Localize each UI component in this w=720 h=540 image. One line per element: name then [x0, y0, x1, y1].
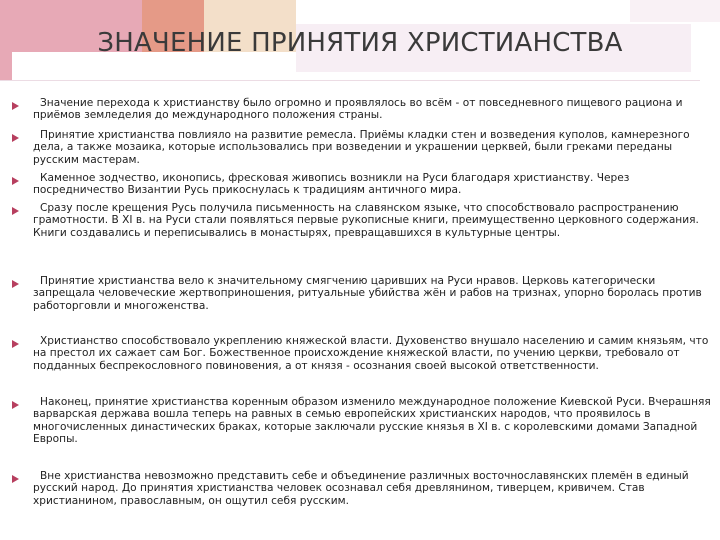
- title-underline: [0, 80, 700, 81]
- triangle-right-icon: [12, 340, 19, 348]
- paragraph-text: Наконец, принятие христианства коренным образом изменило международное положение Киевской Руси. Вчерашняя варварская держава вошла теперь на равных в семью европейских христианских народов, что проявилось в многочисленных династических браках, которые заключали русские князья в XI в. с королевскими домами Западной Европы.: [33, 396, 711, 446]
- paragraph-text: Принятие христианства вело к значительному смягчению царивших на Руси нравов. Церковь категорически запрещала человеческие жертвоприношения, ритуальные убийства жён и рабов на тризнах, упорно боролась против работорговли и многоженства.: [33, 275, 702, 312]
- triangle-right-icon: [12, 177, 19, 185]
- triangle-right-icon: [12, 207, 19, 215]
- triangle-right-icon: [12, 475, 19, 483]
- paragraph-text: Каменное зодчество, иконопись, фресковая живопись возникли на Руси благодаря христианству. Через посредничество Византии Русь прикоснулась к традициям античного мира.: [33, 172, 630, 197]
- triangle-right-icon: [12, 401, 19, 409]
- decor-block-light: [630, 0, 720, 22]
- triangle-right-icon: [12, 280, 19, 288]
- paragraph-text: Христианство способствовало укреплению княжеской власти. Духовенство внушало населению и самим князьям, что на престол их сажает сам Бог. Божественное происхождение княжеской власти, по учению церкви, требовало от подданных беспрекословного повиновения, а от князя - осознания своей высокой ответственности.: [33, 335, 709, 372]
- paragraph-text: Значение перехода к христианству было огромно и проявлялось во всём - от повседневного пищевого рациона и приёмов земледелия до международного положения страны.: [33, 97, 683, 122]
- paragraph-text: Принятие христианства повлияло на развитие ремесла. Приёмы кладки стен и возведения куполов, камнерезного дела, а также мозаика, которые использовались при возведении и украшении церквей, были греками переданы русским мастерам.: [33, 129, 690, 166]
- triangle-right-icon: [12, 102, 19, 110]
- paragraph-text: Сразу после крещения Русь получила письменность на славянском языке, что способствовало распространению грамотности. В XI в. на Руси стали появляться первые рукописные книги, преимущественно церковного содержания. Книги создавались и переписывались в монастырях, превращавшихся в культурные центры.: [33, 202, 699, 239]
- triangle-right-icon: [12, 134, 19, 142]
- slide-title: ЗНАЧЕНИЕ ПРИНЯТИЯ ХРИСТИАНСТВА: [97, 28, 623, 58]
- paragraph-text: Вне христианства невозможно представить себе и объединение различных восточнославянских племён в единый русский народ. До принятия христианства человек осознавал себя древлянином, тиверцем, кривичем. Став христианином, православным, он ощутил себя русским.: [33, 470, 689, 507]
